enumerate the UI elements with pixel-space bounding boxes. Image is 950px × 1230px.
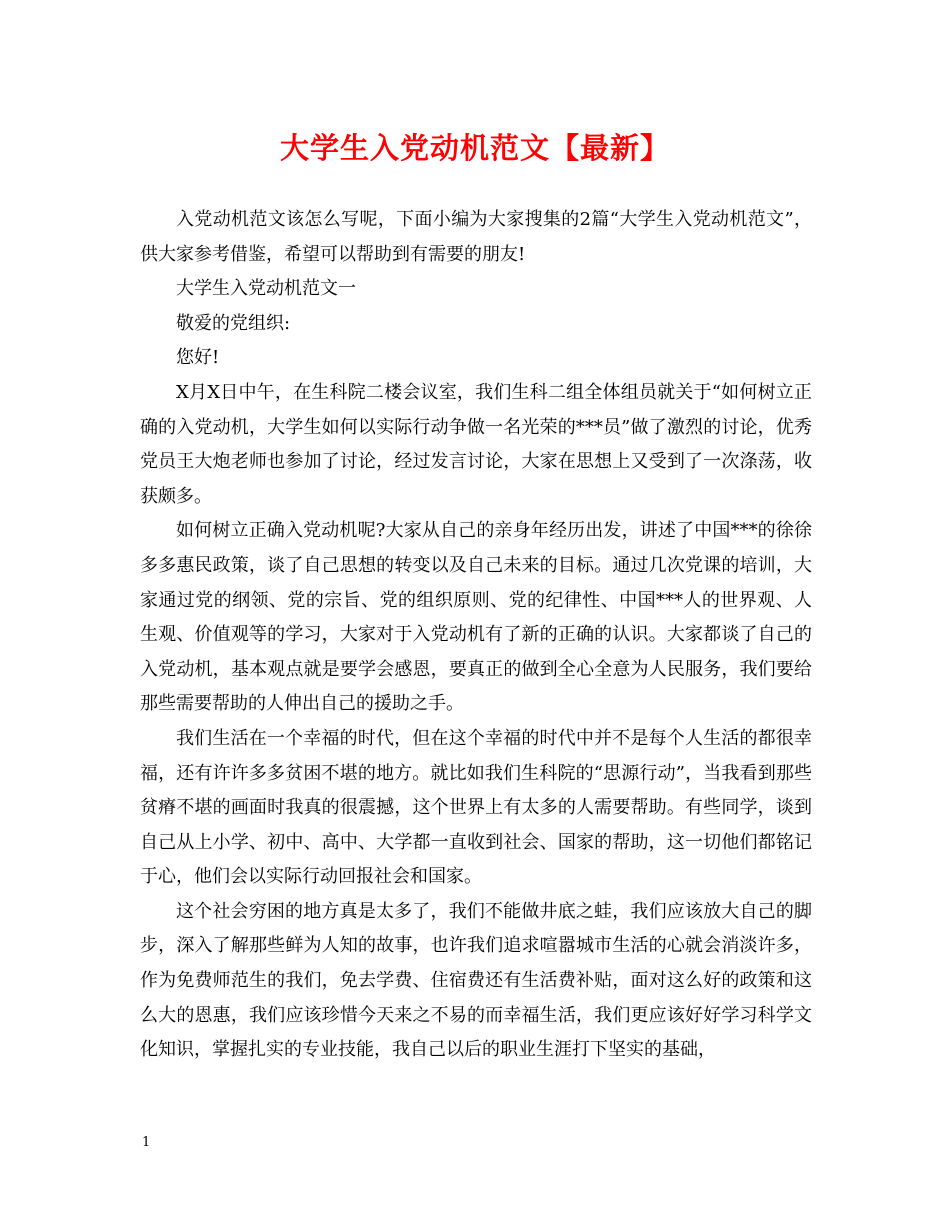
paragraph-greeting: 您好! <box>176 347 220 369</box>
document-title: 大学生入党动机范文【最新】 <box>279 131 670 165</box>
paragraph-salutation: 敬爱的党组织: <box>176 312 291 334</box>
document-body <box>140 203 812 1068</box>
paragraph-body: 如何树立正确入党动机呢?大家从自己的亲身年经历出发，讲述了中国***的徐徐多多惠民政策，谈了自己思想的转变以及自己未来的目标。通过几次党课的培训，大家通过党的纲领、党的宗旨、党的组织原则、党的纪律性、中国***人的世界观、人生观、价值观等的学习，大家对于入党动机有了新的正确的认识。大家都谈了自己的入党动机，基本观点就是要学会感恩，要真正的做到全心全意为人民服务，我们要给那些需要帮助的人伸出自己的援助之手。 <box>140 520 812 715</box>
paragraph-body: 我们生活在一个幸福的时代，但在这个幸福的时代中并不是每个人生活的都很幸福，还有许许多多贫困不堪的地方。就比如我们生科院的“思源行动”，当我看到那些贫瘠不堪的画面时我真的很震撼，这个世界上有太多的人需要帮助。有些同学，谈到自己从上小学、初中、高中、大学都一直收到社会、国家的帮助，这一切他们都铭记于心，他们会以实际行动回报社会和国家。 <box>140 727 812 888</box>
paragraph-body: X月X日中午，在生科院二楼会议室，我们生科二组全体组员就关于“如何树立正确的入党动机，大学生如何以实际行动争做一名光荣的***员”做了激烈的讨论，优秀党员王大炮老师也参加了讨论，经过发言讨论，大家在思想上又受到了一次涤荡，收获颇多。 <box>140 381 812 507</box>
page-number: 1 <box>142 1135 151 1150</box>
paragraph-intro: 入党动机范文该怎么写呢，下面小编为大家搜集的2篇“大学生入党动机范文”，供大家参考借鉴，希望可以帮助到有需要的朋友! <box>140 209 812 265</box>
paragraph-body: 这个社会穷困的地方真是太多了，我们不能做井底之蛙，我们应该放大自己的脚步，深入了解那些鲜为人知的故事，也许我们追求喧嚣城市生活的心就会消淡许多，作为免费师范生的我们，免去学费、住宿费还有生活费补贴，面对这么好的政策和这么大的恩惠，我们应该珍惜今天来之不易的而幸福生活，我们更应该好好学习科学文化知识，掌握扎实的专业技能，我自己以后的职业生涯打下坚实的基础， <box>140 900 812 1061</box>
paragraph-section-heading: 大学生入党动机范文一 <box>176 278 356 300</box>
